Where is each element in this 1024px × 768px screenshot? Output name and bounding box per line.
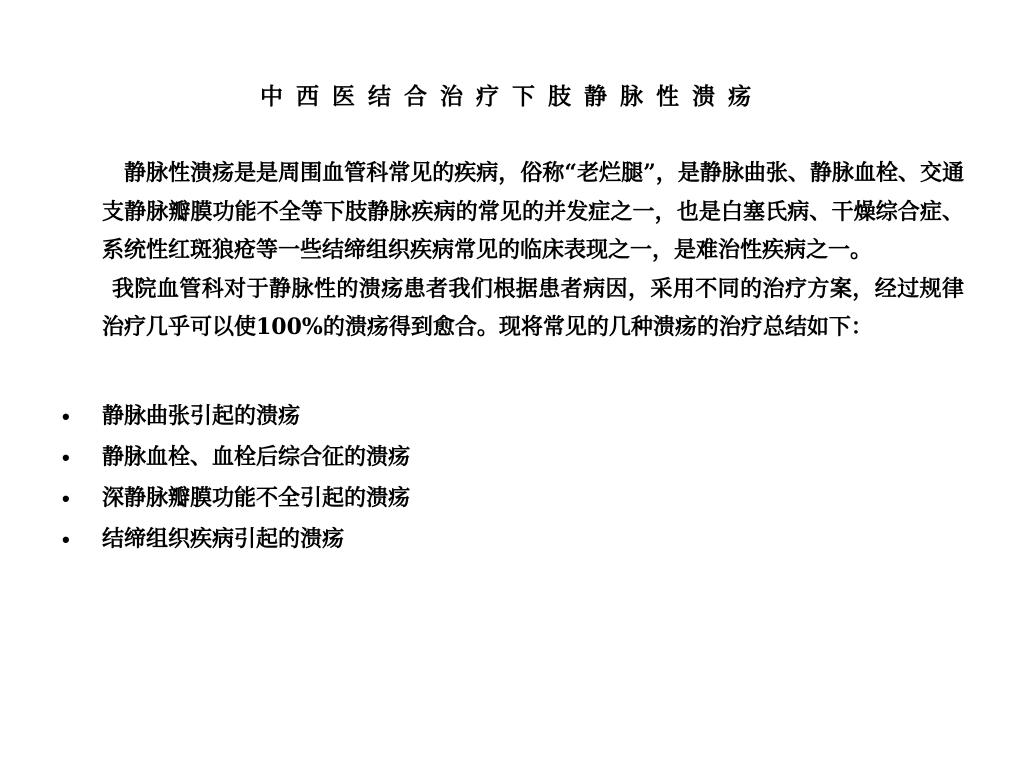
list-item	[0, 437, 1024, 478]
list-item	[0, 519, 1024, 560]
list-item-label: 结缔组织疾病引起的溃疡	[102, 526, 345, 552]
ulcer-types-list	[0, 396, 1024, 560]
bullet-icon: •	[62, 527, 70, 552]
list-item	[0, 478, 1024, 519]
bullet-icon: •	[62, 445, 70, 470]
list-item	[0, 396, 1024, 437]
list-item-label: 深静脉瓣膜功能不全引起的溃疡	[102, 485, 411, 511]
slide-title: 中西医结合治疗下肢静脉性溃疡	[260, 83, 764, 110]
list-item-label: 静脉曲张引起的溃疡	[102, 403, 301, 429]
list-item-label: 静脉血栓、血栓后综合征的溃疡	[102, 444, 411, 470]
treatment-paragraph: 我院血管科对于静脉性的溃疡患者我们根据患者病因，采用不同的治疗方案，经过规律治疗几乎可以使100%的溃疡得到愈合。现将常见的几种溃疡的治疗总结如下：	[102, 275, 964, 340]
bullet-icon: •	[62, 486, 70, 511]
bullet-icon: •	[62, 404, 70, 429]
slide-body	[102, 154, 964, 347]
intro-paragraph: 静脉性溃疡是是周围血管科常见的疾病，俗称“老烂腿”，是静脉曲张、静脉血栓、交通支静脉瓣膜功能不全等下肢静脉疾病的常见的并发症之一，也是白塞氏病、干燥综合症、系统性红斑狼疮等一些结缔组织疾病常见的临床表现之一，是难治性疾病之一。	[102, 160, 964, 263]
